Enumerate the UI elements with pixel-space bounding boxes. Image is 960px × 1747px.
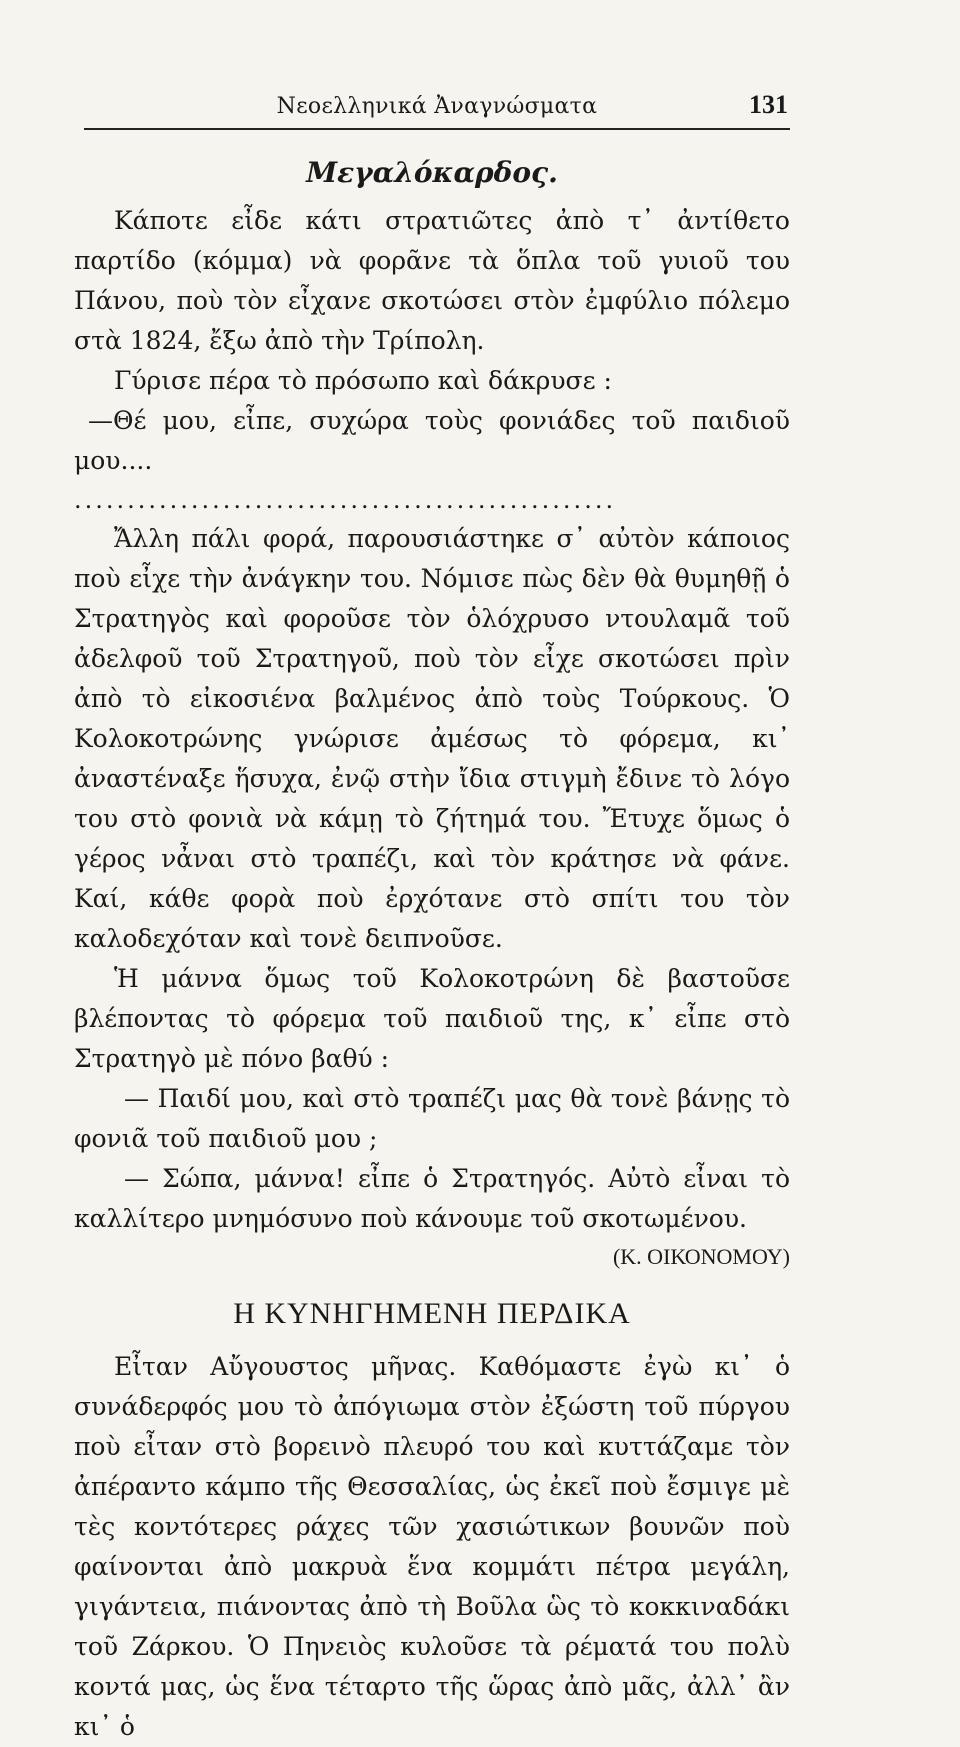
dialogue-line: — Παιδί μου, καὶ στὸ τραπέζι μας θὰ τονὲ βάνῃς τὸ φονιᾶ τοῦ παιδιοῦ μου ; — [74, 1084, 790, 1153]
story-title: Η ΚΥΝΗΓΗΜΕΝΗ ΠΕΡΔΙΚΑ — [233, 1297, 631, 1330]
ellipsis-separator: ................................................... — [74, 486, 617, 514]
paragraph: Ἄλλη πάλι φορά, παρουσιάστηκε σ᾽ αὐτὸν κάποιος ποὺ εἶχε τὴν ἀνάγκην του. Νόμισε πὼς δὲν θὰ θυμηθῇ ὁ Στρατηγὸς καὶ φοροῦσε τὸν ὁλόχρυσο ντουλαμᾶ τοῦ ἀδελφοῦ τοῦ Στρατηγοῦ, ποὺ τὸν εἶχε σκοτώσει πρὶν ἀπὸ τὸ εἰκοσιένα βαλμένος ἀπὸ τοὺς Τούρκους. Ὁ Κολοκοτρώνης γνώρισε ἀμέσως τὸ φόρεμα, κι᾽ ἀναστέναξε ἥσυχα, ἐνῷ στὴν ἴδια στιγμὴ ἔδινε τὸ λόγο του στὸ φονιὰ νὰ κάμῃ τὸ ζήτημά του. Ἔτυχε ὅμως ὁ γέρος νἆναι στὸ τραπέζι, καὶ τὸν κράτησε νὰ φάνε. Καί, κάθε φορὰ ποὺ ἐρχότανε στὸ σπίτι του τὸν καλοδεχόταν καὶ τονὲ δειπνοῦσε. — [74, 524, 790, 953]
section-title-megalokardos: Μεγαλόκαρδος. — [306, 156, 558, 189]
paragraph: Κάποτε εἶδε κάτι στρατιῶτες ἀπὸ τ᾽ ἀντίθετο παρτίδο (κόμμα) νὰ φορᾶνε τὰ ὅπλα τοῦ γυιοῦ του Πάνου, ποὺ τὸν εἶχανε σκοτώσει στὸν ἐμφύλιο πόλεμο στὰ 1824, ἔξω ἀπὸ τὴν Τρίπολη. — [74, 206, 790, 355]
paragraph: Εἶταν Αὔγουστος μῆνας. Καθόμαστε ἐγὼ κι᾽ ὁ συνάδερφός μου τὸ ἀπόγιωμα στὸν ἐξώστη τοῦ πύργου ποὺ εἶταν στὸ βορεινὸ πλευρό του καὶ κυττάζαμε τὸν ἀπέραντο κάμπο τῆς Θεσσαλίας, ὡς ἐκεῖ ποὺ ἔσμιγε μὲ τὲς κοντότερες ράχες τῶν χασιώτικων βουνῶν ποὺ φαίνονται ἀπὸ μακρυὰ ἕνα κομμάτι πέτρα μεγάλη, γιγάντεια, πιάνοντας ἀπὸ τὴ Βοῦλα ὣς τὸ κοκκιναδάκι τοῦ Ζάρκου. Ὁ Πηνειὸς κυλοῦσε τὰ ρέματά του πολὺ κοντά μας, ὡς ἕνα τέταρτο τῆς ὥρας ἀπὸ μᾶς, ἀλλ᾽ ἂν κι᾽ ὁ — [74, 1352, 790, 1741]
dialogue-line: —Θέ μου, εἶπε, συχώρα τοὺς φονιάδες τοῦ παιδιοῦ μου.... — [74, 406, 790, 475]
running-header — [84, 88, 790, 130]
paragraph: Ἡ μάννα ὅμως τοῦ Κολοκοτρώνη δὲ βαστοῦσε βλέποντας τὸ φόρεμα τοῦ παιδιοῦ της, κ᾽ εἶπε στὸ Στρατηγὸ μὲ πόνο βαθύ : — [74, 964, 790, 1073]
running-title: Νεοελληνικά Ἀναγνώσματα — [276, 94, 598, 119]
dialogue-line: — Σώπα, μάννα! εἶπε ὁ Στρατηγός. Αὐτὸ εἶναι τὸ καλλίτερο μνημόσυνο ποὺ κάνουμε τοῦ σκοτωμένου. — [74, 1164, 790, 1233]
page-number: 131 — [749, 90, 788, 119]
author-attribution: (Κ. ΟΙΚΟΝΟΜΟΥ) — [612, 1244, 790, 1269]
paragraph: Γύρισε πέρα τὸ πρόσωπο καὶ δάκρυσε : — [114, 366, 612, 395]
